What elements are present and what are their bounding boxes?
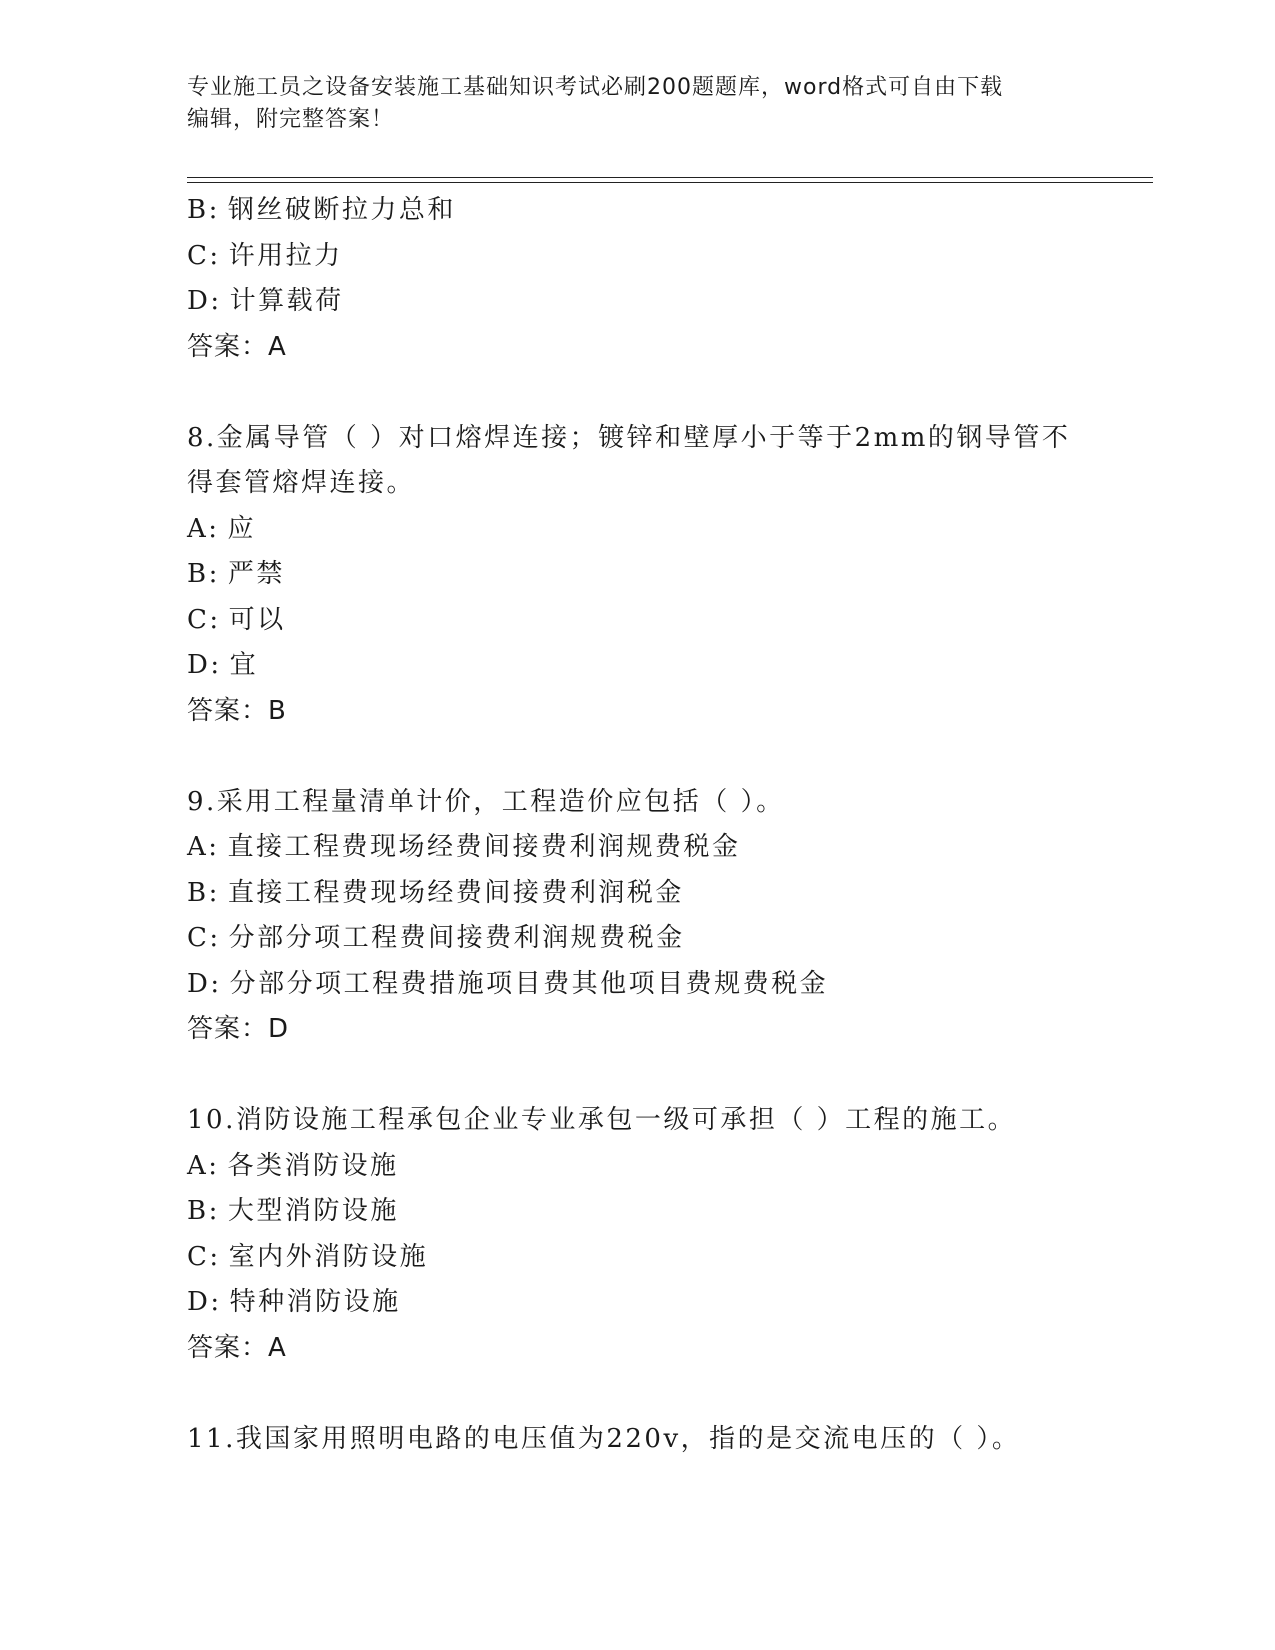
header-divider-bottom [187,182,1153,183]
question-stem: 10.消防设施工程承包企业专业承包一级可承担（ ）工程的施工。 [187,1105,1017,1135]
answer-line: 答案：A [187,1332,287,1363]
question-stem: 11.我国家用照明电路的电压值为220v，指的是交流电压的（ ）。 [187,1423,1021,1454]
question-stem: 9.采用工程量清单计价，工程造价应包括（ ）。 [187,786,785,817]
option-d: D: 计算载荷 [187,286,344,316]
question-stem: 8.金属导管（ ）对口熔焊连接；镀锌和壁厚小于等于2mm的钢导管不 [187,422,1071,453]
option-a: A: 各类消防设施 [187,1150,399,1181]
option-c: C: 室内外消防设施 [187,1241,429,1272]
answer-line: 答案：B [187,695,287,726]
document-header [187,72,1087,136]
answer-line: 答案：D [187,1014,290,1044]
header-line-1: 专业施工员之设备安装施工基础知识考试必刷200题题库，word格式可自由下载 [187,75,1004,100]
answer-line: 答案：A [187,331,287,362]
option-d: D: 分部分项工程费措施项目费其他项目费规费税金 [187,968,829,999]
question-9 [187,780,1087,1053]
option-b: B: 钢丝破断拉力总和 [187,195,456,225]
question-11 [187,1417,1087,1463]
option-a: A: 直接工程费现场经费间接费利润规费税金 [187,832,741,862]
header-line-2: 编辑，附完整答案！ [187,107,395,132]
option-b: B: 大型消防设施 [187,1196,399,1226]
option-a: A: 应 [187,513,257,544]
header-divider-top [187,177,1153,178]
question-10 [187,1098,1087,1371]
question-fragment [187,188,1087,370]
option-d: D: 宜 [187,650,259,680]
option-c: C: 分部分项工程费间接费利润规费税金 [187,923,685,953]
option-c: C: 许用拉力 [187,240,343,271]
question-stem-continued: 得套管熔焊连接。 [187,468,416,498]
option-c: C: 可以 [187,604,286,635]
question-8 [187,416,1087,735]
option-b: B: 直接工程费现场经费间接费利润税金 [187,877,684,908]
option-b: B: 严禁 [187,559,285,589]
question-list [187,188,1087,1462]
option-d: D: 特种消防设施 [187,1287,401,1317]
